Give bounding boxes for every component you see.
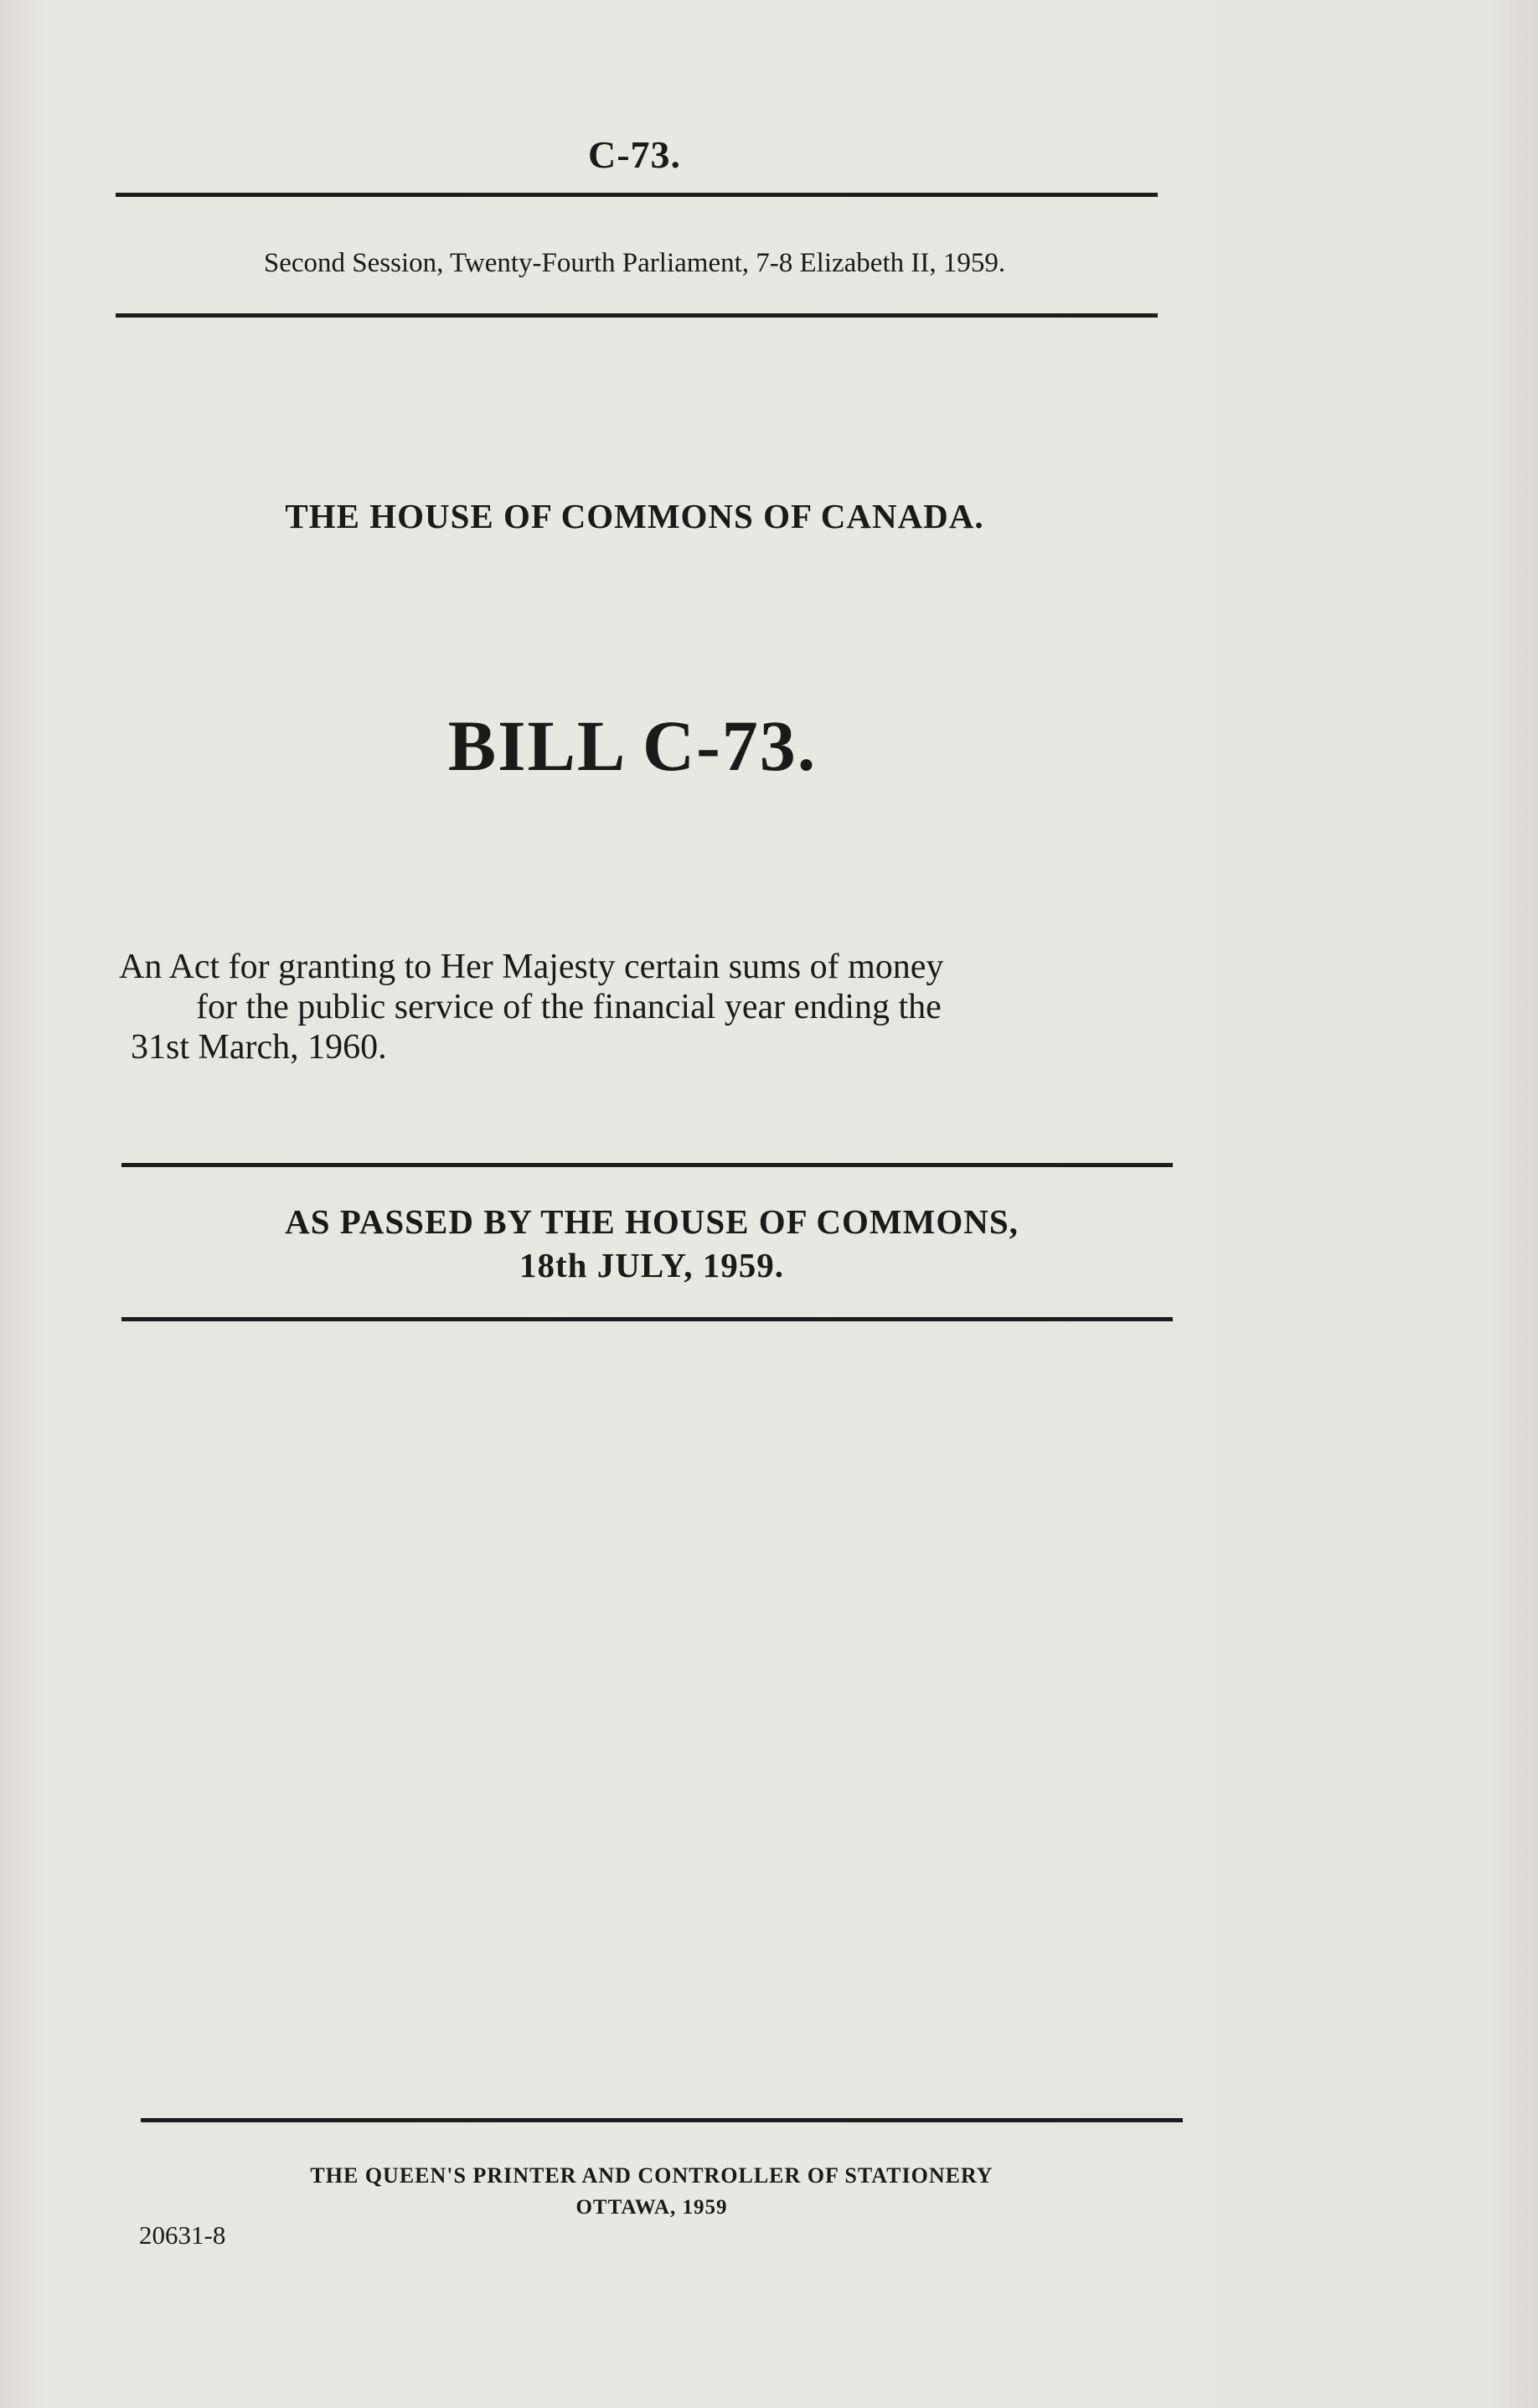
top-rule-1 xyxy=(116,193,1158,197)
bill-title: BILL C-73. xyxy=(447,705,818,786)
document-code: 20631-8 xyxy=(139,2220,226,2250)
session-line: Second Session, Twenty-Fourth Parliament, 7-8 Elizabeth II, 1959. xyxy=(263,248,1006,278)
middle-rule-2 xyxy=(121,1317,1173,1321)
house-heading: THE HOUSE OF COMMONS OF CANADA. xyxy=(285,497,984,535)
printer-imprint xyxy=(0,2160,1303,2224)
middle-rule-1 xyxy=(121,1163,1173,1167)
act-title-line: An Act for granting to Her Majesty certain sums of money xyxy=(119,948,944,986)
passed-line: AS PASSED BY THE HOUSE OF COMMONS, xyxy=(285,1202,1019,1241)
printer-name: THE QUEEN'S PRINTER AND CONTROLLER OF STATIONERY xyxy=(310,2163,994,2188)
act-title-line: 31st March, 1960. xyxy=(131,1028,387,1067)
top-rule-2 xyxy=(116,313,1158,318)
act-title-line: for the public service of the financial year ending the xyxy=(196,988,942,1026)
passed-date: 18th JULY, 1959. xyxy=(519,1246,784,1284)
printer-city: OTTAWA, 1959 xyxy=(575,2196,728,2219)
bill-number-header: C-73. xyxy=(587,133,682,176)
footer-rule xyxy=(141,2118,1183,2122)
passed-notice xyxy=(0,1200,1303,1287)
show-through-text xyxy=(251,356,258,385)
act-title xyxy=(119,947,1174,1067)
